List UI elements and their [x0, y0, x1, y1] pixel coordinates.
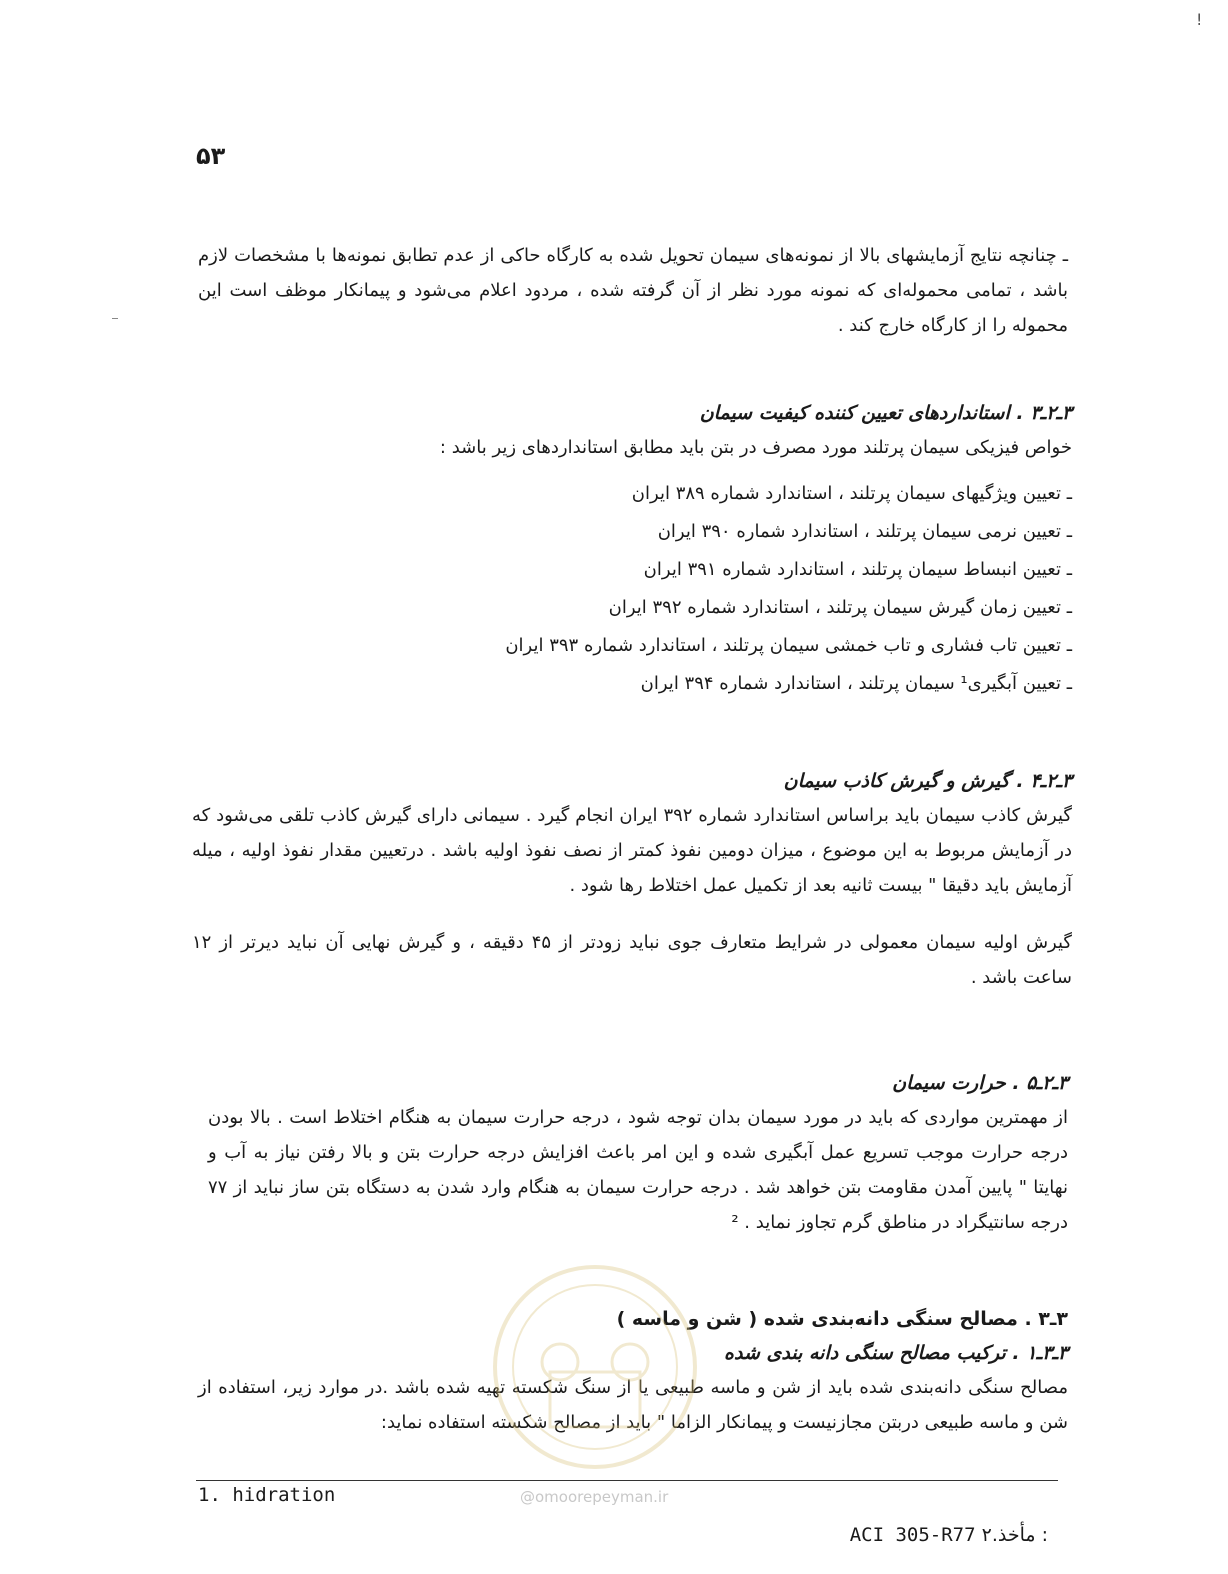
- seal-gear-left: [542, 1344, 578, 1380]
- paragraph: از مهمترین مواردی که باید در مورد سیمان بدان توجه شود ، درجه حرارت سیمان به هنگام اختلاط است . بالا بودن درجه حرارت موجب تسریع عمل آبگیری شده و این امر باعث افزایش درجه حرارت بتن و بالا رفتن نیاز به آب و نهایتا " پایین آمدن مقاومت بتن خواهد شد . درجه حرارت سیمان به هنگام وارد شدن به دستگاه بتن ساز نباید از ۷۷ درجه سانتیگراد در مناطق گرم تجاوز نماید . ²: [208, 1107, 1068, 1233]
- intro-paragraph: ـ چنانچه نتایج آزمایشهای بالا از نمونه‌های سیمان تحویل شده به کارگاه حاکی از عدم تطابق نمونه‌ها با مشخصات لازم باشد ، تمامی محموله‌ای که نمونه مورد نظر از آن گرفته شده ، مردود اعلام می‌شود و پیمانکار موظف است این محموله را از کارگاه خارج کند .: [198, 245, 1068, 336]
- footnote-2: [850, 1524, 1048, 1546]
- section-3-2-4: [192, 764, 1072, 995]
- footnote-2-label: ۲.مأخذ :: [981, 1524, 1048, 1546]
- seal-inner-ring: [513, 1285, 677, 1449]
- sub-heading: ۳ـ۳ـ۱ . ترکیب مصالح سنگی دانه بندی شده: [724, 1342, 1068, 1364]
- seal-gear-right: [612, 1344, 648, 1380]
- paragraph: مصالح سنگی دانه‌بندی شده باید از شن و ماسه طبیعی یا از سنگ شکسته تهیه شده باشد .در موارد زیر، استفاده از شن و ماسه طبیعی دربتن مجازنیست و پیمانکار الزاما " باید از مصالح شکسته استفاده نماید:: [198, 1377, 1068, 1433]
- scan-dot: [112, 318, 118, 319]
- footnote-1: 1. hidration: [198, 1484, 336, 1506]
- list-item: ـ تعیین انبساط سیمان پرتلند ، استاندارد شماره ۳۹۱ ایران: [643, 559, 1072, 580]
- list-item: ـ تعیین ویژگیهای سیمان پرتلند ، استاندارد شماره ۳۸۹ ایران: [631, 483, 1072, 504]
- list-item: ـ تعیین تاب فشاری و تاب خمشی سیمان پرتلند ، استاندارد شماره ۳۹۳ ایران: [505, 635, 1072, 656]
- paragraph: گیرش اولیه سیمان معمولی در شرایط متعارف جوی نباید زودتر از ۴۵ دقیقه ، و گیرش نهایی آن نباید دیرتر از ۱۲ ساعت باشد .: [192, 932, 1072, 988]
- section-intro: خواص فیزیکی سیمان پرتلند مورد مصرف در بتن باید مطابق استانداردهای زیر باشد :: [439, 437, 1072, 458]
- list-item: ـ تعیین نرمی سیمان پرتلند ، استاندارد شماره ۳۹۰ ایران: [657, 521, 1072, 542]
- watermark-seal: [490, 1262, 700, 1472]
- section-3-2-3: [192, 396, 1072, 703]
- seal-outer-ring: [495, 1267, 695, 1467]
- section-heading: ۳ـ۳ . مصالح سنگی دانه‌بندی شده ( شن و ماسه ): [616, 1308, 1068, 1330]
- watermark-url: @omoorepeyman.ir: [520, 1488, 669, 1506]
- paragraph: گیرش کاذب سیمان باید براساس استاندارد شماره ۳۹۲ ایران انجام گیرد . سیمانی دارای گیرش کاذب تلقی می‌شود که در آزمایش مربوط به این موضوع ، میزان دومین نفوذ کمتر از نصف نفوذ اولیه باشد . درتعیین مقدار نفوذ اولیه ، میله آزمایش باید دقیقا " بیست ثانیه بعد از تکمیل عمل اختلاط رها شود .: [192, 805, 1072, 896]
- section-heading: ۳ـ۲ـ۵ . حرارت سیمان: [892, 1072, 1068, 1094]
- section-3-2-5: [208, 1066, 1068, 1240]
- section-heading: ۳ـ۲ـ۴ . گیرش و گیرش کاذب سیمان: [783, 770, 1072, 792]
- list-item: ـ تعیین آبگیری¹ سیمان پرتلند ، استاندارد شماره ۳۹۴ ایران: [640, 673, 1072, 694]
- footnote-2-reference: ACI 305-R77: [849, 1524, 976, 1546]
- footnote-divider: [196, 1480, 1058, 1481]
- intro-block: [198, 238, 1068, 343]
- standards-list: [192, 475, 1072, 703]
- list-item: ـ تعیین زمان گیرش سیمان پرتلند ، استاندارد شماره ۳۹۲ ایران: [608, 597, 1072, 618]
- page-number: ۵۳: [196, 142, 226, 170]
- section-heading: ۳ـ۲ـ۳ . استانداردهای تعیین کننده کیفیت سیمان: [699, 402, 1072, 424]
- margin-mark: !: [1196, 10, 1203, 29]
